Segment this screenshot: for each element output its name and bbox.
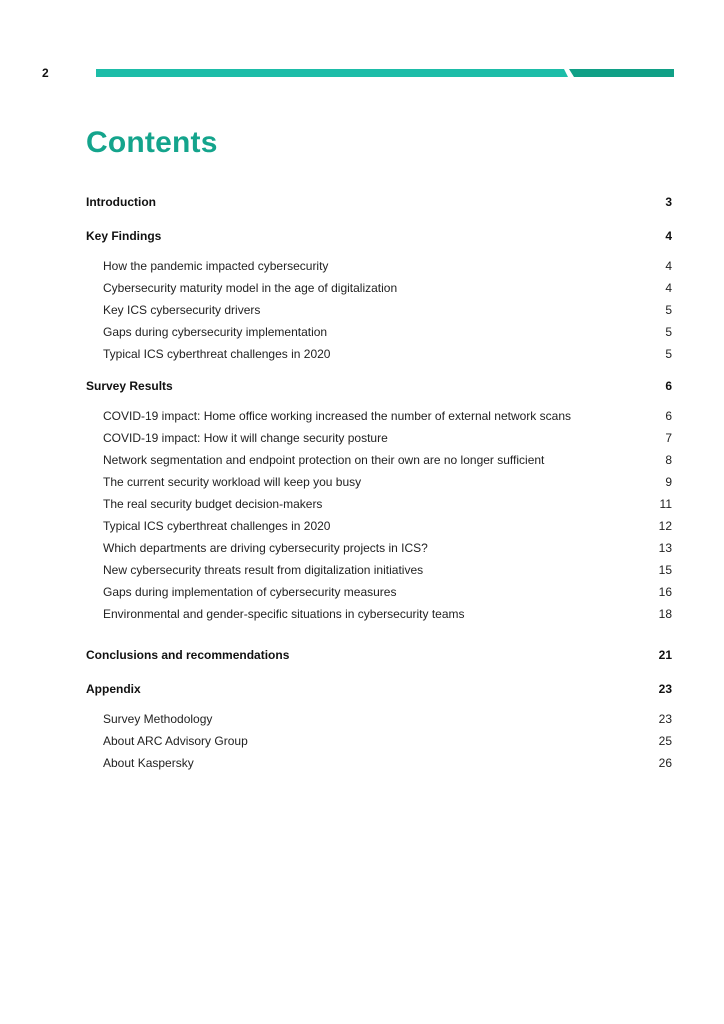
toc-item-page: 5 xyxy=(665,303,672,317)
toc-item-page: 4 xyxy=(665,259,672,273)
toc-section-title: Conclusions and recommendations xyxy=(86,648,290,662)
toc-item-title: About ARC Advisory Group xyxy=(103,734,248,748)
toc-item[interactable] xyxy=(86,752,672,774)
toc-item-page: 11 xyxy=(659,497,672,511)
toc-item-title: About Kaspersky xyxy=(103,756,194,770)
toc-item-page: 12 xyxy=(658,519,672,533)
toc-item-page: 13 xyxy=(658,541,672,555)
toc-item-page: 18 xyxy=(658,607,672,621)
toc-item-title: The real security budget decision-makers xyxy=(103,497,323,511)
toc-item[interactable] xyxy=(86,343,672,365)
toc-item-title: Cybersecurity maturity model in the age of digitalization xyxy=(103,281,398,295)
toc-section-appendix[interactable] xyxy=(86,677,672,701)
header-accent-bar xyxy=(96,69,674,77)
toc-section-key-findings[interactable] xyxy=(86,224,672,248)
toc-section-title: Survey Results xyxy=(86,379,173,393)
toc-item[interactable] xyxy=(86,559,672,581)
toc-section-page: 3 xyxy=(665,195,672,209)
toc-item-page: 8 xyxy=(665,453,672,467)
toc-section-page: 23 xyxy=(658,682,672,696)
toc-item[interactable] xyxy=(86,493,672,515)
toc-item-page: 5 xyxy=(665,347,672,361)
toc-item[interactable] xyxy=(86,515,672,537)
toc-item-page: 7 xyxy=(665,431,672,445)
toc-item-title: Gaps during cybersecurity implementation xyxy=(103,325,328,339)
toc-section-title: Introduction xyxy=(86,195,156,209)
toc-item[interactable] xyxy=(86,255,672,277)
toc-section-page: 6 xyxy=(665,379,672,393)
toc-item-page: 5 xyxy=(665,325,672,339)
toc-item-page: 4 xyxy=(665,281,672,295)
toc-item[interactable] xyxy=(86,537,672,559)
toc-item-page: 15 xyxy=(658,563,672,577)
toc-item-title: How the pandemic impacted cybersecurity xyxy=(103,259,329,273)
toc-section-conclusions[interactable] xyxy=(86,643,672,667)
toc-item-title: Survey Methodology xyxy=(103,712,213,726)
toc-item-title: COVID-19 impact: Home office working increased the number of external network scans xyxy=(103,409,571,423)
toc-item[interactable] xyxy=(86,299,672,321)
toc-item-page: 16 xyxy=(658,585,672,599)
toc-item-title: Key ICS cybersecurity drivers xyxy=(103,303,261,317)
toc-item-page: 9 xyxy=(665,475,672,489)
toc-item-page: 23 xyxy=(658,712,672,726)
toc-item[interactable] xyxy=(86,427,672,449)
toc-item-title: Gaps during implementation of cybersecurity measures xyxy=(103,585,397,599)
toc-item[interactable] xyxy=(86,405,672,427)
toc-item-page: 25 xyxy=(658,734,672,748)
toc-item[interactable] xyxy=(86,581,672,603)
toc-item-page: 26 xyxy=(658,756,672,770)
toc-item[interactable] xyxy=(86,708,672,730)
toc-survey-results-list xyxy=(86,405,672,625)
toc-item-title: COVID-19 impact: How it will change security posture xyxy=(103,431,388,445)
page-number: 2 xyxy=(42,66,49,80)
toc-appendix-list xyxy=(86,708,672,774)
toc-section-page: 4 xyxy=(665,229,672,243)
toc-section-survey-results[interactable] xyxy=(86,374,672,398)
toc-item-title: The current security workload will keep you busy xyxy=(103,475,362,489)
toc-item-title: Typical ICS cyberthreat challenges in 2020 xyxy=(103,519,331,533)
toc-item[interactable] xyxy=(86,277,672,299)
toc-item-title: Which departments are driving cybersecurity projects in ICS? xyxy=(103,541,428,555)
toc-item[interactable] xyxy=(86,321,672,343)
toc-item-title: Typical ICS cyberthreat challenges in 2020 xyxy=(103,347,331,361)
toc-section-page: 21 xyxy=(658,648,672,662)
toc-item[interactable] xyxy=(86,730,672,752)
toc-item-title: Network segmentation and endpoint protection on their own are no longer sufficient xyxy=(103,453,545,467)
toc-section-title: Appendix xyxy=(86,682,141,696)
toc-item[interactable] xyxy=(86,603,672,625)
table-of-contents xyxy=(86,190,672,783)
toc-item[interactable] xyxy=(86,471,672,493)
toc-section-introduction[interactable] xyxy=(86,190,672,214)
toc-item-page: 6 xyxy=(665,409,672,423)
toc-item[interactable] xyxy=(86,449,672,471)
page-title: Contents xyxy=(86,126,218,159)
header-bar-primary xyxy=(96,69,568,77)
header-bar-secondary xyxy=(569,69,674,77)
toc-item-title: Environmental and gender-specific situations in cybersecurity teams xyxy=(103,607,465,621)
toc-item-title: New cybersecurity threats result from digitalization initiatives xyxy=(103,563,424,577)
toc-section-title: Key Findings xyxy=(86,229,162,243)
toc-key-findings-list xyxy=(86,255,672,365)
